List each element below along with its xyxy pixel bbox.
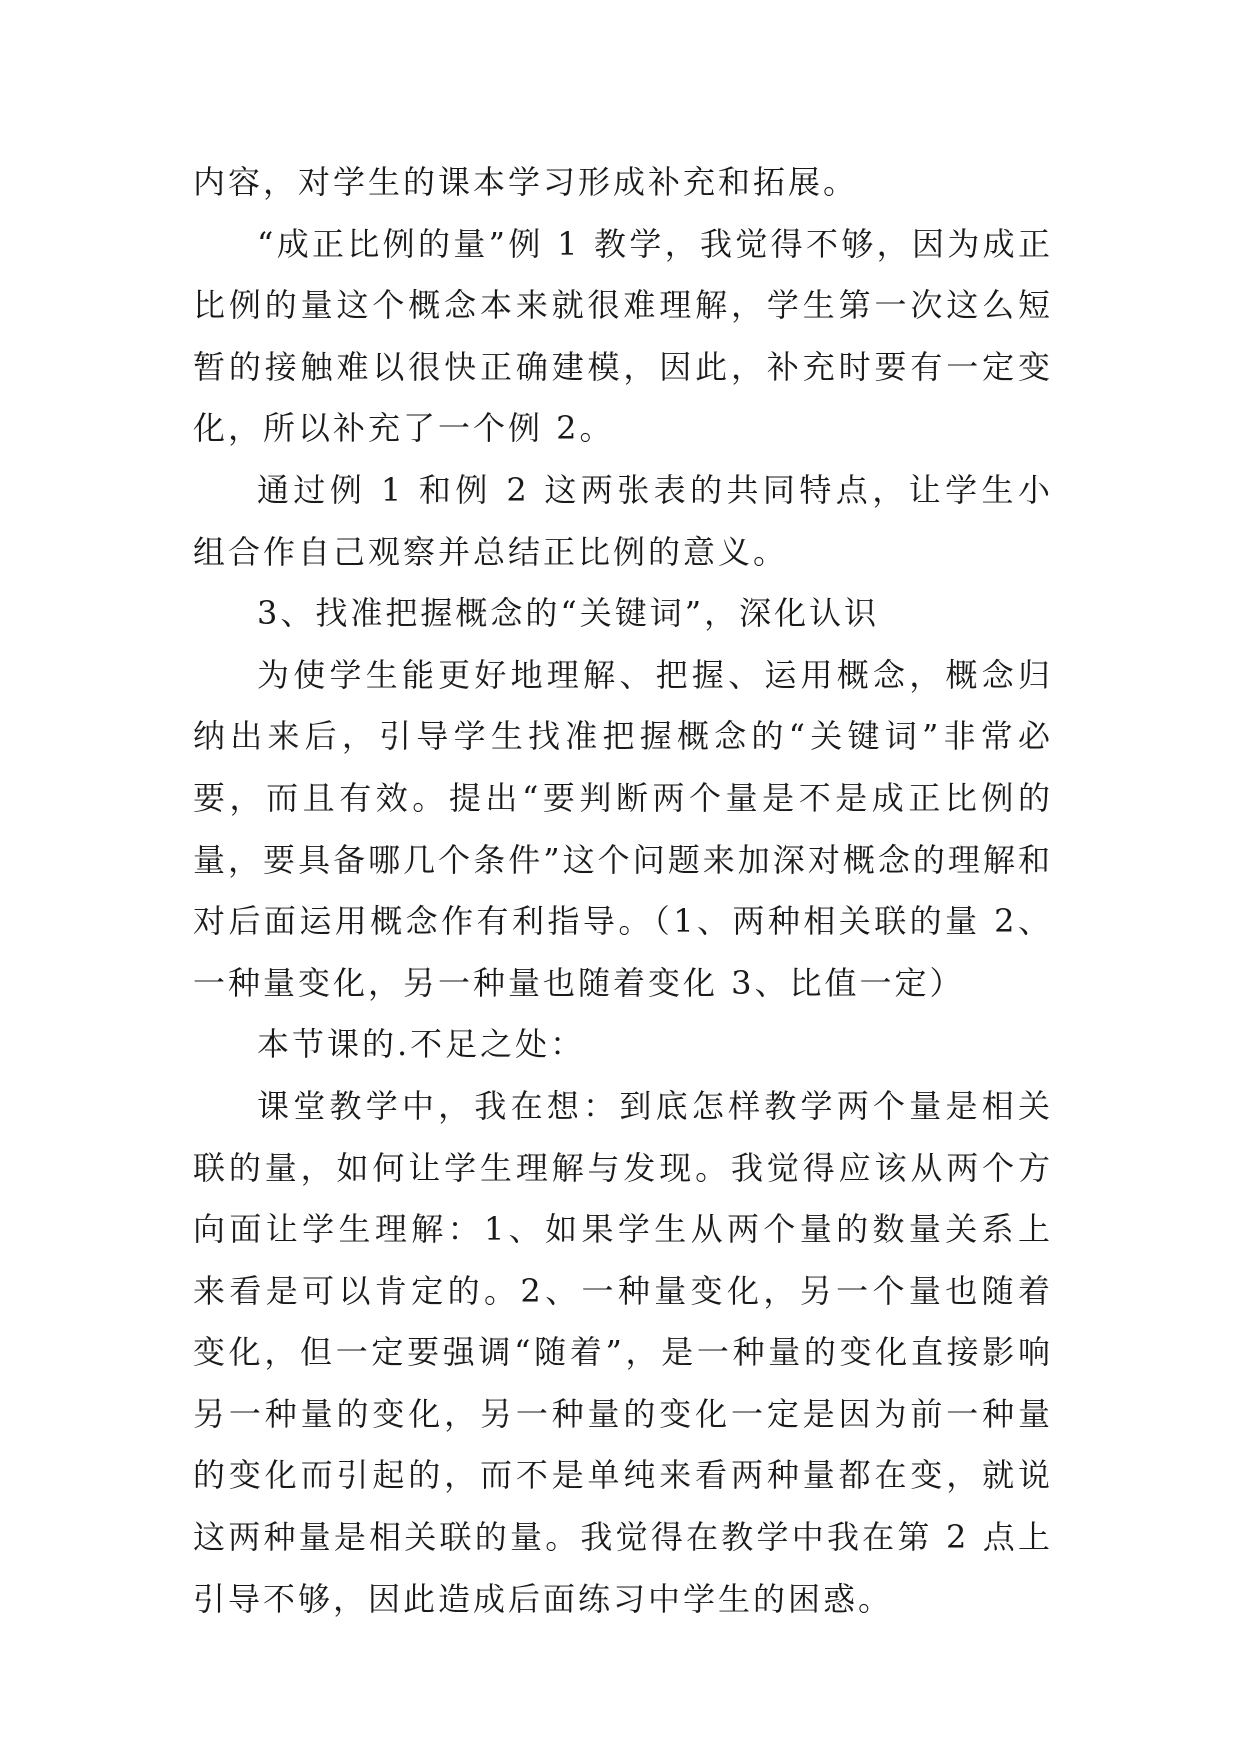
- paragraph-example-teaching: “成正比例的量”例 1 教学，我觉得不够，因为成正比例的量这个概念本来就很难理解，学生第一次这么短暂的接触难以很快正确建模，因此，补充时要有一定变化，所以补充了一个例 2。: [193, 224, 1053, 448]
- paragraph-group-observation: 通过例 1 和例 2 这两张表的共同特点，让学生小组合作自己观察并总结正比例的意义。: [193, 470, 1053, 571]
- section-heading-shortcomings: 本节课的.不足之处：: [257, 1025, 586, 1064]
- paragraph-keywords-guidance: 为使学生能更好地理解、把握、运用概念，概念归纳出来后，引导学生找准把握概念的“关键词”非常必要，而且有效。提出“要判断两个量是不是成正比例的量，要具备哪几个条件”这个问题来加深对概念的理解和对后面运用概念作有利指导。（1、两种相关联的量 2、一种量变化，另一种量也随着变化 3、比值一定）: [193, 655, 1053, 1002]
- section-heading-keywords: 3、找准把握概念的“关键词”，深化认识: [257, 594, 880, 633]
- paragraph-continuation: 内容，对学生的课本学习形成补充和拓展。: [193, 163, 859, 201]
- paragraph-reflection: 课堂教学中，我在想：到底怎样教学两个量是相关联的量，如何让学生理解与发现。我觉得应该从两个方向面让学生理解：1、如果学生从两个量的数量关系上来看是可以肯定的。2、一种量变化，另一个量也随着变化，但一定要强调“随着”，是一种量的变化直接影响另一种量的变化，另一种量的变化一定是因为前一种量的变化而引起的，而不是单纯来看两种量都在变，就说这两种量是相关联的量。我觉得在教学中我在第 2 点上引导不够，因此造成后面练习中学生的困惑。: [193, 1086, 1053, 1618]
- document-body: [193, 152, 1053, 1630]
